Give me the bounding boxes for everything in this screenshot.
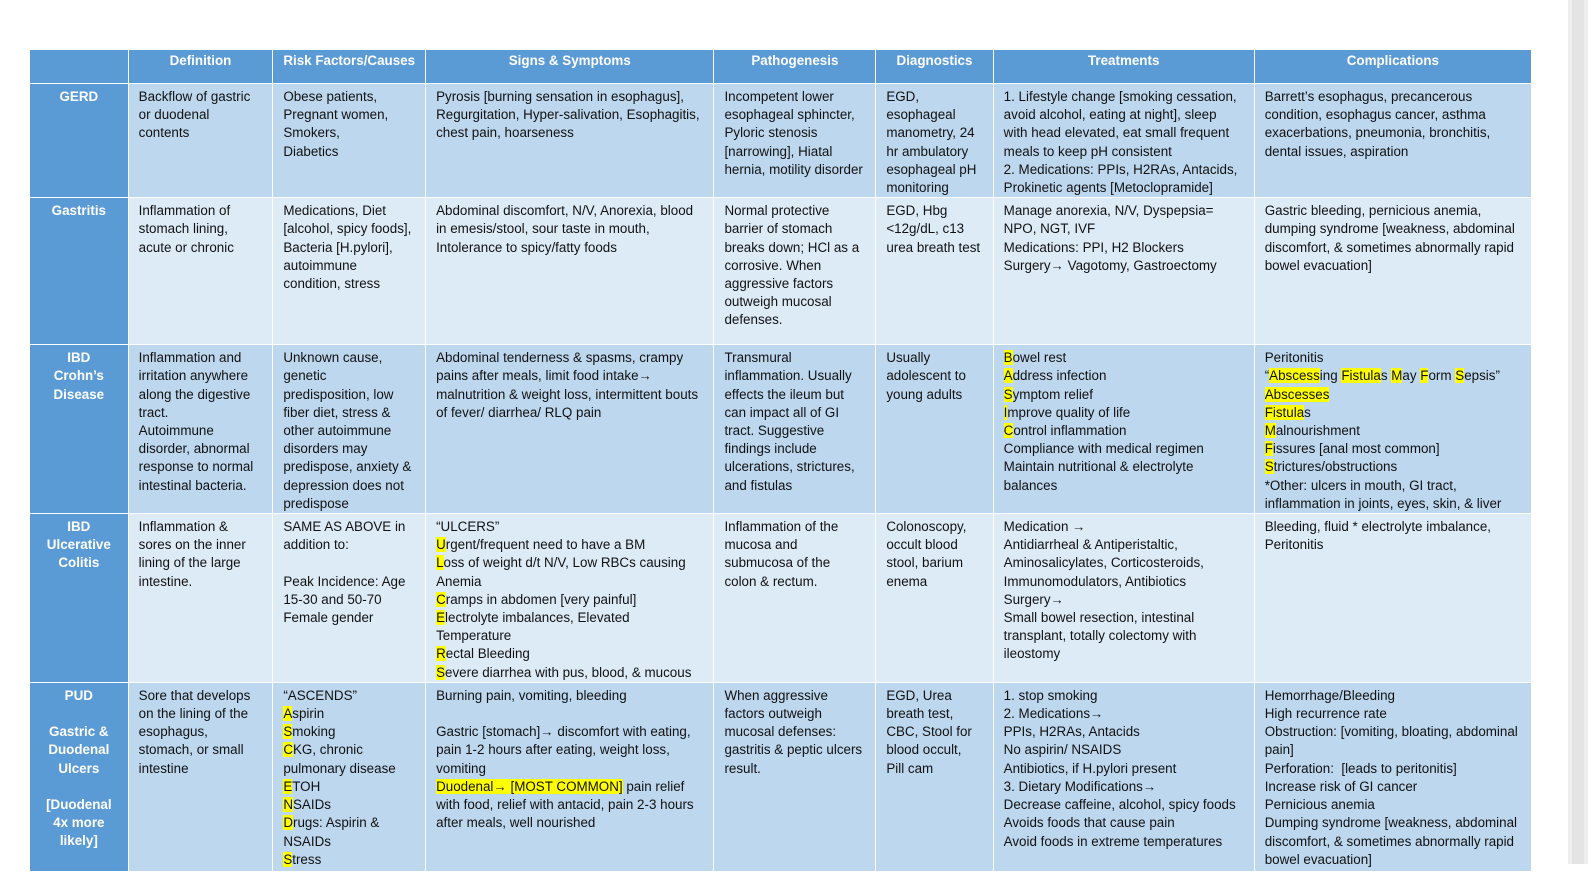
gerd-diagnostics: EGD, esophageal manometry, 24 hr ambulatory esophageal pH monitoring <box>876 84 993 198</box>
ulcers-line <box>436 609 703 645</box>
duodenal-rest: pain relief with food, relief with antacid, pain 2-3 hours after meals, well nourished <box>436 778 698 831</box>
gerd-risk <box>273 84 426 198</box>
gerd-complications: Barrett’s esophagus, precancerous condition, esophagus cancer, asthma exacerbations, pneumonia, bronchitis, dental issues, aspiration <box>1254 84 1531 198</box>
mnemonic-rest: spirin <box>292 706 325 722</box>
mnemonic-letter: C <box>283 742 293 758</box>
mnemonic-letter: R <box>436 646 446 662</box>
afmfs-mnemonic <box>1265 367 1521 385</box>
uc-label-line: Ulcerative <box>46 537 111 553</box>
pud-diagnostics: EGD, Urea breath test, CBC, Stool for blood occult, Pill cam <box>876 682 993 871</box>
uc-risk-line: Peak Incidence: Age 15-30 and 50-70 <box>283 573 410 607</box>
pud-complication-line: Perforation: [leads to peritonitis] <box>1264 760 1457 776</box>
mnemonic-part: epsis” <box>1464 368 1500 384</box>
mnemonic-letter: E <box>283 778 293 794</box>
gerd-risk-line: Pregnant women, <box>283 107 389 123</box>
mnemonic-letter: B <box>1003 350 1013 366</box>
mnemonic-rest: s <box>1304 404 1311 420</box>
pud-definition: Sore that develops on the lining of the esophagus, stomach, or small intestine <box>128 682 273 871</box>
pud-treatment-line: Avoids foods that cause pain <box>1003 815 1175 831</box>
pud-treatment-line: No aspirin/ NSAIDS <box>1003 742 1122 758</box>
mnemonic-rest: alnourishment <box>1275 423 1360 439</box>
gerd-definition: Backflow of gastric or duodenal contents <box>128 84 273 198</box>
ascends-line <box>283 705 415 723</box>
pud-signs-line: Burning pain, vomiting, bleeding <box>436 687 627 703</box>
row-gastritis <box>30 198 1532 345</box>
row-gerd <box>30 84 1532 198</box>
mnemonic-letter: C <box>436 591 446 607</box>
uc-treatment-line: Surgery→ <box>1003 591 1064 607</box>
ulcers-line <box>436 664 703 682</box>
uc-risk <box>273 514 426 683</box>
row-label-gerd: GERD <box>30 84 128 198</box>
mnemonic-rest: oss of weight d/t N/V, Low RBCs causing Anemia <box>436 555 689 589</box>
pud-complication-line: Increase risk of GI cancer <box>1264 778 1418 794</box>
pud-treatment-line: 2. Medications→ <box>1003 706 1104 722</box>
crohns-pathogenesis: Transmural inflammation. Usually effects the ileum but can impact all of GI tract. Suggestive findings include ulcerations, strictures, and fistulas <box>714 345 876 514</box>
ascends-line <box>283 851 415 869</box>
gerd-signs: Pyrosis [burning sensation in esophagus], Regurgitation, Hyper-salivation, Esophagitis, chest pain, hoarseness <box>426 84 714 198</box>
gastritis-signs: Abdominal discomfort, N/V, Anorexia, blood in emesis/stool, sour taste in mouth, Intolerance to spicy/fatty foods <box>426 198 714 345</box>
mnemonic-letter: M <box>1391 368 1403 384</box>
pud-pathogenesis: When aggressive factors outweigh mucosal defenses: gastritis & peptic ulcers result. <box>714 682 876 871</box>
pud-treatments <box>993 682 1254 871</box>
crohns-complication-line <box>1265 404 1521 422</box>
mnemonic-letter: F <box>1264 441 1273 457</box>
uc-risk-line: SAME AS ABOVE in addition to: <box>283 519 410 553</box>
row-label-pud <box>30 682 128 871</box>
scrollbar[interactable] <box>1568 0 1588 864</box>
header-diagnostics: Diagnostics <box>876 50 993 84</box>
pud-label-line: Ulcers <box>58 760 100 776</box>
mnemonic-rest: rugs: Aspirin & NSAIDs <box>283 815 384 849</box>
uc-pathogenesis: Inflammation of the mucosa and submucosa of the colon & rectum. <box>714 514 876 683</box>
pud-treatment-line: 1. stop smoking <box>1003 687 1098 703</box>
crohns-definition-line: Autoimmune disorder, abnormal response to normal intestinal bacteria. <box>138 423 257 493</box>
gerd-treatments <box>993 84 1254 198</box>
gerd-treatment-line: 2. Medications: PPIs, H2RAs, Antacids, Prokinetic agents [Metoclopramide] <box>1003 161 1242 196</box>
crohns-treatments <box>993 345 1254 514</box>
uc-treatment-line: Medication → <box>1003 519 1086 535</box>
mnemonic-letter: Fistula <box>1341 368 1381 384</box>
mnemonic-rest: lectrolyte imbalances, Elevated Temperature <box>436 610 634 644</box>
crohns-complication-line <box>1265 440 1521 458</box>
gastritis-treatment-line: Medications: PPI, H2 Blockers <box>1003 239 1184 255</box>
mnemonic-rest: KG, chronic pulmonary disease <box>283 742 396 776</box>
ascends-line <box>283 778 415 796</box>
crohns-complication-line <box>1265 422 1521 440</box>
pud-label-line: likely] <box>59 833 98 849</box>
uc-definition: Inflammation & sores on the inner lining of the large intestine. <box>128 514 273 683</box>
row-label-gastritis: Gastritis <box>30 198 128 345</box>
mnemonic-part: s <box>1380 368 1392 384</box>
mnemonic-rest: tress <box>292 851 322 867</box>
mnemonic-letter: I <box>1003 404 1008 420</box>
mnemonic-rest: SAIDs <box>292 797 331 813</box>
mnemonic-part: “ <box>1264 368 1270 384</box>
crohns-signs: Abdominal tenderness & spasms, crampy pains after meals, limit food intake→ malnutrition & weight loss, intermittent bouts of fever/ diarrhea/ RLQ pain <box>426 345 714 514</box>
pud-label-blank <box>34 705 124 723</box>
crohns-complication-line <box>1265 458 1521 476</box>
pud-label-line: Gastric & <box>49 724 109 740</box>
uc-risk-blank <box>283 554 415 572</box>
mnemonic-rest: trictures/obstructions <box>1273 459 1398 475</box>
pud-treatment-line: PPIs, H2RAs, Antacids <box>1003 724 1140 740</box>
header-row <box>30 50 1532 84</box>
crohns-definition <box>128 345 273 514</box>
crohns-label-line: Crohn’s <box>53 368 104 384</box>
mnemonic-letter: S <box>1455 368 1465 384</box>
pud-complication-line: Dumping syndrome [weakness, abdominal discomfort, & sometimes abnormally rapid bowel evacuation] <box>1264 815 1521 867</box>
crohns-complication-line <box>1265 386 1521 404</box>
mnemonic-rest: owel rest <box>1012 350 1067 366</box>
header-signs: Signs & Symptoms <box>426 50 714 84</box>
gastritis-treatments <box>993 198 1254 345</box>
mnemonic-rest: ymptom relief <box>1012 386 1093 402</box>
ulcers-line <box>436 536 703 554</box>
uc-signs <box>426 514 714 683</box>
ulcers-line <box>436 645 703 663</box>
header-definition: Definition <box>128 50 273 84</box>
ulcers-line <box>436 554 703 590</box>
mnemonic-letter: F <box>1420 368 1429 384</box>
mnemonic-letter: E <box>436 610 446 626</box>
mnemonic-rest: rgent/frequent need to have a BM <box>445 537 646 553</box>
mnemonic-letter: S <box>1264 459 1274 475</box>
gerd-risk-line: Diabetics <box>283 143 339 159</box>
pud-treatment-line: Decrease caffeine, alcohol, spicy foods <box>1003 797 1236 813</box>
ascends-title: “ASCENDS” <box>283 687 357 703</box>
mnemonic-rest: ramps in abdomen [very painful] <box>445 591 637 607</box>
basic-mnemonic-line <box>1004 349 1244 367</box>
uc-complications: Bleeding, fluid * electrolyte imbalance, Peritonitis <box>1254 514 1531 683</box>
gerd-pathogenesis: Incompetent lower esophageal sphincter, Pyloric stenosis [narrowing], Hiatal hernia, motility disorder <box>714 84 876 198</box>
mnemonic-rest: moking <box>292 724 336 740</box>
uc-risk-line: Female gender <box>283 610 374 626</box>
gerd-treatment-line: 1. Lifestyle change [smoking cessation, avoid alcohol, eating at night], sleep with head elevated, eat small frequent meals to keep pH consistent <box>1003 89 1241 159</box>
ulcers-title: “ULCERS” <box>436 519 500 535</box>
uc-treatment-line: Small bowel resection, intestinal transplant, totally colectomy with ileostomy <box>1003 610 1201 662</box>
mnemonic-letter: Abscesses <box>1264 386 1330 402</box>
gastritis-diagnostics: EGD, Hbg <12g/dL, c13 urea breath test <box>876 198 993 345</box>
gastritis-pathogenesis: Normal protective barrier of stomach breaks down; HCl as a corrosive. When aggressive factors outweigh mucosal defenses. <box>714 198 876 345</box>
mnemonic-letter: Fistula <box>1264 404 1305 420</box>
crohns-label-line: Disease <box>53 386 105 402</box>
pud-treatment-line: Antibiotics, if H.pylori present <box>1003 760 1177 776</box>
gastritis-treatment-line: Manage anorexia, N/V, Dyspepsia= NPO, NGT, IVF <box>1003 203 1218 237</box>
mnemonic-letter: S <box>1003 386 1013 402</box>
row-label-crohns <box>30 345 128 514</box>
gastritis-definition: Inflammation of stomach lining, acute or chronic <box>128 198 273 345</box>
mnemonic-letter: C <box>1003 423 1014 439</box>
crohns-complication-line: Peritonitis <box>1264 350 1324 366</box>
uc-treatment-line: Antidiarrheal & Antiperistaltic, Aminosalicylates, Corticosteroids, Immunomodulators, Antibiotics <box>1003 537 1208 589</box>
ulcers-line <box>436 591 703 609</box>
crohns-complication-other: *Other: ulcers in mouth, GI tract, inflammation in joints, eyes, skin, & liver <box>1264 477 1502 511</box>
row-crohns <box>30 345 1532 514</box>
pud-signs <box>426 682 714 871</box>
crohns-risk: Unknown cause, genetic predisposition, low fiber diet, stress & other autoimmune disorders may predispose, anxiety & depression does not predispose <box>273 345 426 514</box>
row-label-uc <box>30 514 128 683</box>
basic-mnemonic-line <box>1004 404 1244 422</box>
basic-mnemonic-line <box>1004 367 1244 385</box>
row-ulcerative-colitis <box>30 514 1532 683</box>
basic-mnemonic-line <box>1004 422 1244 440</box>
scrollbar-thumb[interactable] <box>1572 0 1584 864</box>
pud-treatment-line: 3. Dietary Modifications→ <box>1003 778 1157 794</box>
mnemonic-part: orm <box>1428 368 1456 384</box>
ascends-line <box>283 814 415 850</box>
duodenal-highlight: Duodenal→ [MOST COMMON] <box>436 778 623 794</box>
ascends-line <box>283 796 415 814</box>
mnemonic-letter: D <box>283 815 293 831</box>
crohns-definition-line: Inflammation and irritation anywhere along the digestive tract. <box>138 350 255 420</box>
crohns-label-line: IBD <box>67 350 91 366</box>
uc-label-line: Colitis <box>58 555 100 571</box>
pud-complication-line: High recurrence rate <box>1264 706 1387 722</box>
mnemonic-letter: U <box>436 537 446 553</box>
crohns-treatment-line: Maintain nutritional & electrolyte balances <box>1003 459 1198 493</box>
pud-complications <box>1254 682 1531 871</box>
mnemonic-letter: A <box>283 706 293 722</box>
mnemonic-rest: ontrol inflammation <box>1013 423 1127 439</box>
pud-label-line: Duodenal <box>48 742 110 758</box>
uc-treatments <box>993 514 1254 683</box>
mnemonic-letter: S <box>436 664 446 680</box>
mnemonic-part: ay <box>1402 368 1421 384</box>
pud-label-line: [Duodenal <box>46 797 112 813</box>
uc-diagnostics: Colonoscopy, occult blood stool, barium enema <box>876 514 993 683</box>
pud-complication-line: Pernicious anemia <box>1264 797 1375 813</box>
pud-label-blank <box>34 778 124 796</box>
pud-risk <box>273 682 426 871</box>
pud-complication-line: Obstruction: [vomiting, bloating, abdominal pain] <box>1264 724 1522 758</box>
mnemonic-rest: evere diarrhea with pus, blood, & mucous <box>445 664 692 680</box>
crohns-diagnostics: Usually adolescent to young adults <box>876 345 993 514</box>
pud-label-line: PUD <box>64 687 93 703</box>
mnemonic-letter: L <box>436 555 444 571</box>
gastritis-complications: Gastric bleeding, pernicious anemia, dumping syndrome [weakness, abdominal discomfort, & sometimes abnormally rapid bowel evacuation] <box>1254 198 1531 345</box>
mnemonic-part: ing <box>1319 368 1342 384</box>
crohns-complications <box>1254 345 1531 514</box>
mnemonic-letter: S <box>283 851 293 867</box>
mnemonic-rest: ectal Bleeding <box>445 646 530 662</box>
header-blank <box>30 50 128 84</box>
ascends-line <box>283 723 415 741</box>
gastritis-risk: Medications, Diet [alcohol, spicy foods], Bacteria [H.pylori], autoimmune condition, stress <box>273 198 426 345</box>
header-treatments: Treatments <box>993 50 1254 84</box>
crohns-treatment-line: Compliance with medical regimen <box>1003 441 1204 457</box>
ascends-line <box>283 741 415 777</box>
mnemonic-letter: Abscess <box>1269 368 1320 384</box>
pud-complication-line: Hemorrhage/Bleeding <box>1264 687 1395 703</box>
header-risk: Risk Factors/Causes <box>273 50 426 84</box>
header-pathogenesis: Pathogenesis <box>714 50 876 84</box>
pud-signs-blank <box>436 705 703 723</box>
gerd-risk-line: Smokers, <box>283 125 340 141</box>
pud-treatment-line: Avoid foods in extreme temperatures <box>1003 833 1223 849</box>
mnemonic-rest: TOH <box>292 778 321 794</box>
pud-signs-line: Gastric [stomach]→ discomfort with eating, pain 1-2 hours after eating, weight loss, vomiting <box>436 724 695 776</box>
mnemonic-rest: ddress infection <box>1012 368 1107 384</box>
gi-disorders-table <box>30 50 1532 872</box>
uc-label-line: IBD <box>67 519 91 535</box>
gerd-risk-line: Obese patients, <box>283 89 378 104</box>
mnemonic-letter: N <box>283 797 293 813</box>
row-pud <box>30 682 1532 871</box>
gastritis-treatment-line: Surgery→ Vagotomy, Gastroectomy <box>1003 257 1217 273</box>
pud-label-line: 4x more <box>53 815 105 831</box>
mnemonic-letter: A <box>1003 368 1013 384</box>
mnemonic-letter: M <box>1264 423 1276 439</box>
basic-mnemonic-line <box>1004 386 1244 404</box>
mnemonic-letter: S <box>283 724 293 740</box>
header-complications: Complications <box>1254 50 1531 84</box>
mnemonic-rest: issures [anal most common] <box>1272 441 1440 457</box>
pud-signs-duodenal <box>436 778 703 833</box>
mnemonic-rest: mprove quality of life <box>1007 404 1131 420</box>
